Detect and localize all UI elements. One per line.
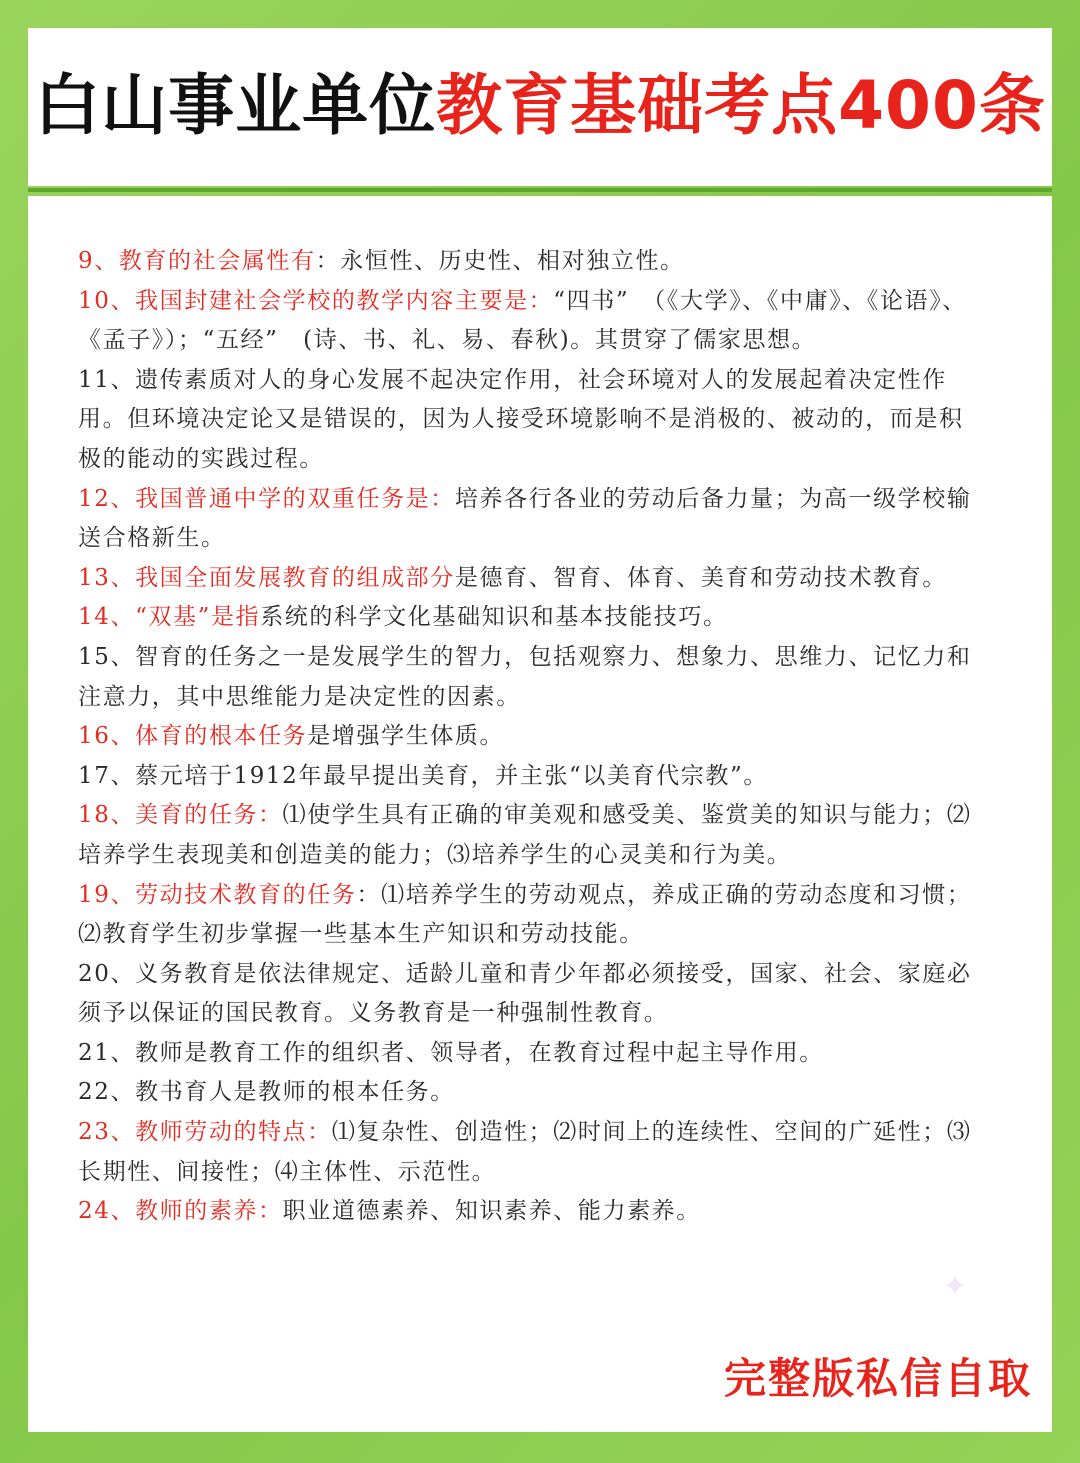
item-text: 15、智育的任务之一是发展学生的智力，包括观察力、想象力、思维力、记忆力和注意力，其中思维能力是决定性的因素。	[78, 643, 972, 710]
item-label: 18、美育的任务：	[78, 802, 283, 829]
list-item	[78, 1073, 988, 1113]
list-item	[78, 1034, 988, 1074]
sparkle-icon: ✦	[942, 1269, 968, 1304]
item-text: 17、蔡元培于1912年最早提出美育，并主张“以美育代宗教”。	[78, 762, 768, 789]
list-item	[78, 876, 988, 955]
item-text: “四书” （《大学》、《中庸》、《论语》、《孟子》）；“五经” (诗、书、礼、易、春秋)。其贯穿了儒家思想。	[78, 287, 967, 354]
item-text: 22、教书育人是教师的根本任务。	[78, 1079, 455, 1106]
header-divider	[28, 188, 1052, 192]
item-text: ⑴使学生具有正确的审美观和感受美、鉴赏美的知识与能力；⑵培养学生表现美和创造美的能力；⑶培养学生的心灵美和行为美。	[78, 802, 972, 868]
item-text: 系统的科学文化基础知识和基本技能技巧。	[260, 604, 728, 631]
content-card	[28, 196, 1052, 1432]
item-label: 10、我国封建社会学校的教学内容主要是：	[78, 287, 554, 314]
list-item	[78, 598, 988, 638]
item-text: 21、教师是教育工作的组织者、领导者，在教育过程中起主导作用。	[78, 1039, 824, 1066]
list-item	[78, 757, 988, 797]
list-item	[78, 559, 988, 599]
item-label: 24、教师的素养：	[78, 1198, 283, 1225]
item-label: 12、我国普通中学的双重任务是：	[78, 485, 455, 512]
title-red-part: 教育基础考点400条	[436, 67, 1046, 144]
list-item	[78, 638, 988, 717]
list-item	[78, 955, 988, 1034]
item-text: 11、遗传素质对人的身心发展不起决定作用，社会环境对人的发展起着决定性作用。但环境决定论又是错误的，因为人接受环境影响不是消极的、被动的，而是积极的能动的实践过程。	[78, 366, 964, 472]
list-item	[78, 1113, 988, 1192]
list-item	[78, 796, 988, 875]
item-label: 13、我国全面发展教育的组成部分	[78, 564, 455, 591]
item-label: 23、教师劳动的特点：	[78, 1119, 332, 1146]
item-text: 是增强学生体质。	[307, 723, 505, 750]
item-label: 9、教育的社会属性有	[78, 248, 316, 274]
title-black-part: 白山事业单位	[34, 67, 437, 144]
item-text: 培养各行各业的劳动后备力量；为高一级学校输送合格新生。	[78, 485, 972, 552]
list-item	[78, 480, 988, 559]
item-text: 职业道德素养、知识素养、能力素养。	[282, 1198, 701, 1225]
exam-points-list	[78, 242, 988, 1232]
item-text: ：永恒性、历史性、相对独立性。	[315, 248, 685, 274]
item-text: 20、义务教育是依法律规定、适龄儿童和青少年都必须接受，国家、社会、家庭必须予以保证的国民教育。义务教育是一种强制性教育。	[78, 960, 972, 1027]
list-item	[78, 1192, 988, 1232]
item-label: 16、体育的根本任务	[78, 723, 308, 750]
item-text: ⑴复杂性、创造性；⑵时间上的连续性、空间的广延性；⑶长期性、间接性；⑷主体性、示范性。	[78, 1119, 972, 1185]
list-item	[78, 361, 988, 480]
item-label: 19、劳动技术教育的任务	[78, 881, 357, 908]
list-item	[78, 282, 988, 361]
item-text: ：⑴培养学生的劳动观点，养成正确的劳动态度和习惯；⑵教育学生初步掌握一些基本生产知识和劳动技能。	[78, 881, 972, 948]
page-title	[28, 66, 1052, 146]
list-item	[78, 242, 988, 282]
list-item	[78, 717, 988, 757]
header-banner	[28, 28, 1052, 186]
item-label: 14、“双基”是指	[78, 604, 261, 631]
footer-note: 完整版私信自取	[723, 1354, 1032, 1403]
item-text: 是德育、智育、体育、美育和劳动技术教育。	[454, 564, 947, 591]
